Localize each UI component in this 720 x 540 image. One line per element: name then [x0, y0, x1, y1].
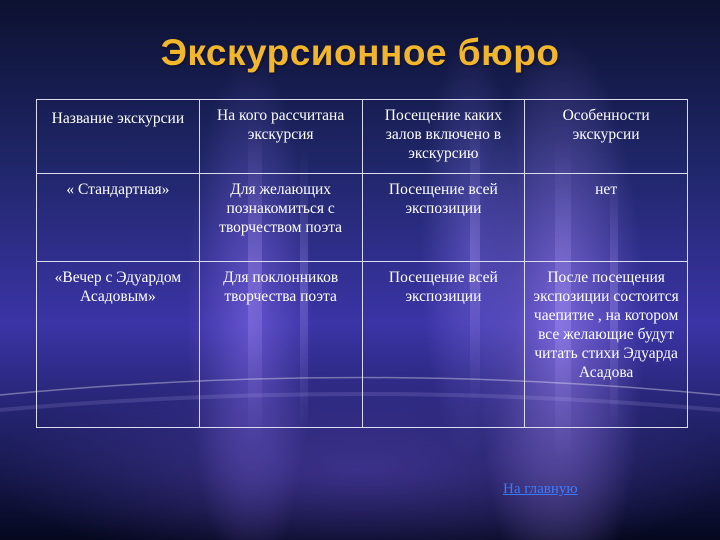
header-cell-features: Особенности экскурсии	[525, 100, 688, 174]
header-cell-halls: Посещение каких залов включено в экскурсию	[362, 100, 525, 174]
cell-excursion-name: «Вечер с Эдуардом Асадовым»	[37, 262, 200, 428]
cell-features: нет	[525, 174, 688, 262]
header-cell-audience: На кого рассчитана экскурсия	[199, 100, 362, 174]
header-cell-name: Название экскурсии	[37, 100, 200, 174]
table-row	[37, 174, 688, 262]
cell-excursion-name: « Стандартная»	[37, 174, 200, 262]
page-title: Экскурсионное бюро	[160, 32, 560, 73]
table-header-row	[37, 100, 688, 174]
table-row	[37, 262, 688, 428]
cell-features: После посещения экспозиции состоится чаепитие , на котором все желающие будут читать стихи Эдуарда Асадова	[525, 262, 688, 428]
cell-halls: Посещение всей экспозиции	[362, 174, 525, 262]
excursions-table	[36, 99, 688, 428]
cell-audience: Для поклонников творчества поэта	[199, 262, 362, 428]
home-link[interactable]: На главную	[503, 481, 578, 497]
cell-audience: Для желающих познакомиться с творчеством поэта	[199, 174, 362, 262]
cell-halls: Посещение всей экспозиции	[362, 262, 525, 428]
